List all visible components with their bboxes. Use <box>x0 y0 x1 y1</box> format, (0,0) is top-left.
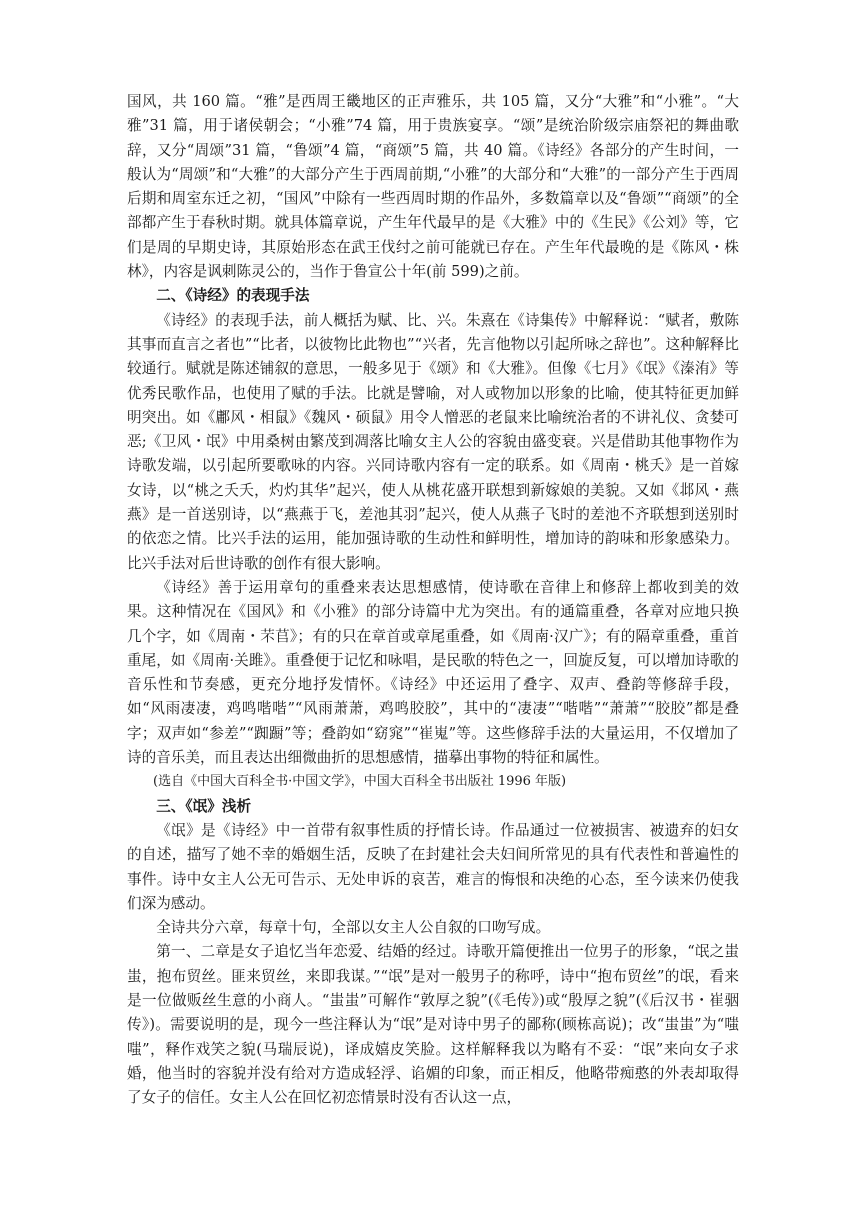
paragraph-meng-intro: 《氓》是《诗经》中一首带有叙事性质的抒情长诗。作品通过一位被损害、被遗弃的妇女的自述，描写了她不幸的婚姻生活，反映了在封建社会夫妇间所常见的具有代表性和普遍性的事件。诗中女主人公无可告示、无处申诉的哀苦，难言的悔恨和决绝的心态，至今读来仍使我们深为感动。 <box>127 821 739 912</box>
section-heading-expression: 二、《诗经》的表现手法 <box>156 287 310 305</box>
paragraph-guofeng-ya-song: 国风，共 160 篇。“雅”是西周王畿地区的正声雅乐，共 105 篇，又分“大雅”和“小雅”。“大雅”31 篇，用于诸侯朝会；“小雅”74 篇，用于贵族宴享。“颂”是统治阶级宗庙祭祀的舞曲歌辞，又分“周颂”31 篇，“鲁颂”4 篇，“商颂”5 篇，共 40 篇。《诗经》各部分的产生时间，一般认为“周颂”和“大雅”的大部分产生于西周前期,“小雅”的大部分和“大雅”的一部分产生于西周后期和周室东迁之初，“国风”中除有一些西周时期的作品外，多数篇章以及“鲁颂”“商颂”的全部都产生于春秋时期。就具体篇章说，产生年代最早的是《大雅》中的《生民》《公刘》等，它们是周的早期史诗，其原始形态在武王伐纣之前可能就已存在。产生年代最晚的是《陈风・株林》，内容是讽刺陈灵公的，当作于鲁宣公十年(前 599)之前。 <box>127 93 739 281</box>
paragraph-fu-bi-xing: 《诗经》的表现手法，前人概括为赋、比、兴。朱熹在《诗集传》中解释说：“赋者，敷陈其事而直言之者也”“比者，以彼物比此物也”“兴者，先言他物以引起所咏之辞也”。这种解释比较通行。赋就是陈述铺叙的意思，一般多见于《颂》和《大雅》。但像《七月》《氓》《溱洧》等优秀民歌作品，也使用了赋的手法。比就是譬喻，对人或物加以形象的比喻，使其特征更加鲜明突出。如《鄘风・相鼠》《魏风・硕鼠》用令人憎恶的老鼠来比喻统治者的不讲礼仪、贪婪可恶;《卫风・氓》中用桑树由繁茂到凋落比喻女主人公的容貌由盛变衰。兴是借助其他事物作为诗歌发端，以引起所要歌咏的内容。兴同诗歌内容有一定的联系。如《周南・桃夭》是一首嫁女诗，以“桃之夭夭，灼灼其华”起兴，使人从桃花盛开联想到新嫁娘的美貌。又如《邶风・燕燕》是一首送别诗，以“燕燕于飞，差池其羽”起兴，使人从燕子飞时的差池不齐联想到送别时的依恋之情。比兴手法的运用，能加强诗歌的生动性和鲜明性，增加诗的韵味和形象感染力。比兴手法对后世诗歌的创作有很大影响。 <box>127 311 739 572</box>
document-page <box>127 90 739 1110</box>
paragraph-structure: 全诗共分六章，每章十句，全部以女主人公自叙的口吻写成。 <box>156 919 551 937</box>
paragraph-chapter-one-two: 第一、二章是女子追忆当年恋爱、结婚的经过。诗歌开篇便推出一位男子的形象，“氓之蚩蚩，抱布贸丝。匪来贸丝，来即我谋。”“氓”是对一般男子的称呼，诗中“抱布贸丝”的氓，看来是一位做贩丝生意的小商人。“蚩蚩”可解作“敦厚之貌”(《毛传》)或“殷厚之貌”(《后汉书・崔骃传》)。需要说明的是，现今一些注释认为“氓”是对诗中男子的鄙称(顾栋高说)；改“蚩蚩”为“嗤嗤”，释作戏笑之貌(马瑞辰说)，译成嬉皮笑脸。这样解释我以为略有不妥：“氓”来向女子求婚，他当时的容貌并没有给对方造成轻浮、谄媚的印象，而正相反，他略带痴憨的外表却取得了女子的信任。女主人公在回忆初恋情景时没有否认这一点， <box>127 943 739 1107</box>
section-heading-meng-analysis: 三、《氓》浅析 <box>156 797 252 815</box>
source-citation: (选自《中国大百科全书·中国文学》，中国大百科全书出版社 1996 年版) <box>153 774 567 790</box>
paragraph-repetition: 《诗经》善于运用章句的重叠来表达思想感情，使诗歌在音律上和修辞上都收到美的效果。这种情况在《国风》和《小雅》的部分诗篇中尤为突出。有的通篇重叠，各章对应地只换几个字，如《周南・芣苢》；有的只在章首或章尾重叠，如《周南·汉广》；有的隔章重叠，重首重尾，如《周南·关雎》。重叠便于记忆和咏唱，是民歌的特色之一，回旋反复，可以增加诗歌的音乐性和节奏感，更充分地抒发情怀。《诗经》中还运用了叠字、双声、叠韵等修辞手段，如“风雨凄凄，鸡鸣喈喈”“风雨萧萧，鸡鸣胶胶”，其中的“凄凄”“喈喈”“萧萧”“胶胶”都是叠字；双声如“参差”“踟蹰”等；叠韵如“窈窕”“崔嵬”等。这些修辞手法的大量运用，不仅增加了诗的音乐美，而且表达出细微曲折的思想感情，描摹出事物的特征和属性。 <box>127 578 739 767</box>
